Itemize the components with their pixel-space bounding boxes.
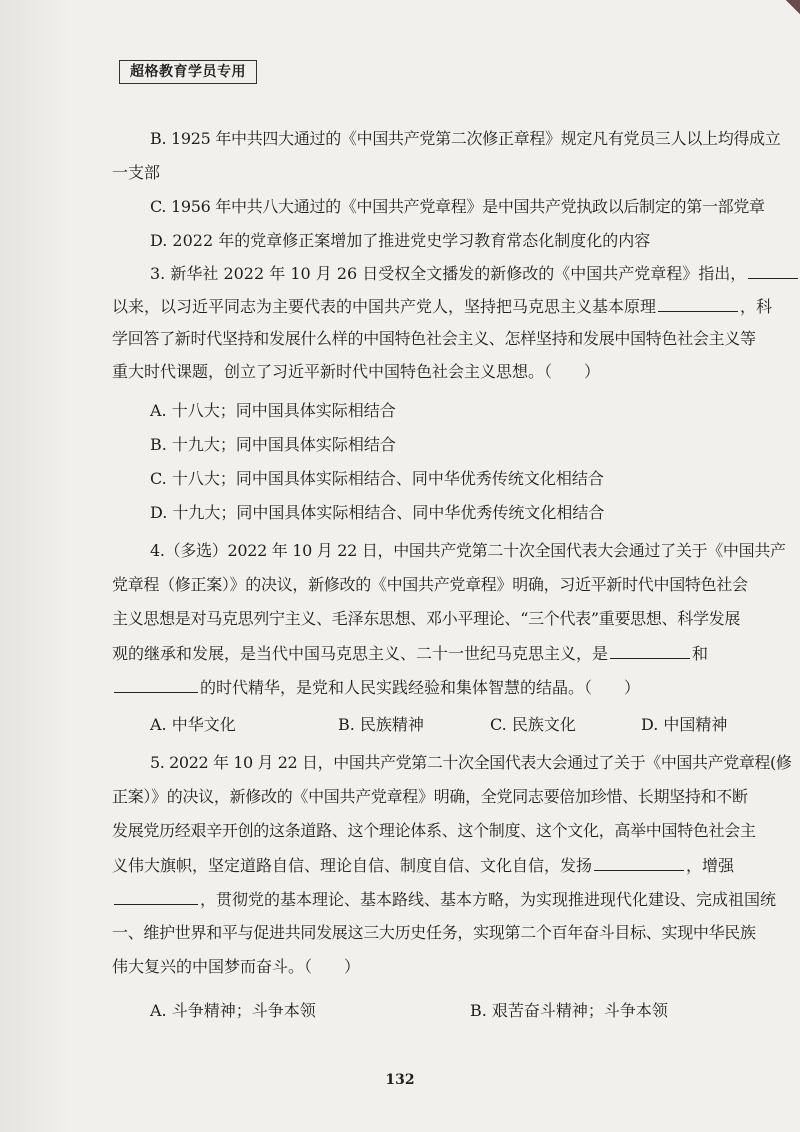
q3-option-a: A. 十八大；同中国具体实际相结合 <box>150 401 396 420</box>
q3-blank-1 <box>748 262 798 279</box>
q5-line4-text: 义伟大旗帜，坚定道路自信、理论自信、制度自信、文化自信，发扬 <box>112 856 593 875</box>
q4-line4-text: 观的继承和发展，是当代中国马克思主义、二十一世纪马克思主义，是 <box>112 644 609 663</box>
q4-blank-2 <box>114 676 198 693</box>
q5-line4-tail: ，增强 <box>686 856 735 875</box>
q3-option-d: D. 十九大；同中国具体实际相结合、同中华优秀传统文化相结合 <box>150 503 605 522</box>
q4-line5-text: 的时代精华，是党和人民实践经验和集体智慧的结晶。（ ） <box>200 678 641 697</box>
q5-option-b: B. 艰苦奋斗精神；斗争本领 <box>470 1001 668 1020</box>
q4-line4-tail: 和 <box>692 644 709 663</box>
q3-option-c: C. 十八大；同中国具体实际相结合、同中华优秀传统文化相结合 <box>150 469 604 488</box>
q3-line2 <box>112 295 772 318</box>
q4-line5 <box>112 676 640 699</box>
q4-option-d: D. 中国精神 <box>641 715 728 734</box>
page-number: 132 <box>385 1072 415 1088</box>
q3-line1 <box>150 262 800 285</box>
q2-option-b-line1: B. 1925 年中共四大通过的《中国共产党第二次修正章程》规定凡有党员三人以上均得成立 <box>150 129 781 148</box>
q5-line2: 正案）》的决议，新修改的《中国共产党章程》明确，全党同志要倍加珍惜、长期坚持和不断 <box>112 787 748 806</box>
q2-option-b-line2: 一支部 <box>112 163 161 182</box>
q3-line4: 重大时代课题，创立了习近平新时代中国特色社会主义思想。（ ） <box>112 362 601 381</box>
page-shadow <box>0 0 70 1132</box>
q2-option-c: C. 1956 年中共八大通过的《中国共产党章程》是中国共产党执政以后制定的第一部党章 <box>150 197 765 216</box>
q5-line4 <box>112 854 734 877</box>
header-stamp: 超格教育学员专用 <box>119 60 257 84</box>
q5-line7: 伟大复兴的中国梦而奋斗。（ ） <box>112 957 361 976</box>
q5-line5 <box>112 888 776 911</box>
q5-option-a: A. 斗争精神；斗争本领 <box>150 1001 316 1020</box>
q3-line2-text: 以来，以习近平同志为主要代表的中国共产党人，坚持把马克思主义基本原理 <box>112 297 657 316</box>
q4-line4 <box>112 642 708 665</box>
q4-line2: 党章程（修正案）》的决议，新修改的《中国共产党章程》明确，习近平新时代中国特色社会 <box>112 575 748 594</box>
q5-line1: 5. 2022 年 10 月 22 日，中国共产党第二十次全国代表大会通过了关于《中国共产党章程(修 <box>150 753 792 772</box>
q4-option-c: C. 民族文化 <box>490 715 576 734</box>
q3-line2-tail: ，科 <box>740 297 773 316</box>
q4-line1: 4.（多选）2022 年 10 月 22 日，中国共产党第二十次全国代表大会通过了关于《中国共产 <box>150 541 786 560</box>
q2-option-d: D. 2022 年的党章修正案增加了推进党史学习教育常态化制度化的内容 <box>150 231 651 250</box>
q3-blank-2 <box>658 295 738 312</box>
q5-blank-1 <box>594 854 684 871</box>
q4-line3: 主义思想是对马克思列宁主义、毛泽东思想、邓小平理论、“三个代表”重要思想、科学发展 <box>112 609 741 628</box>
q3-option-b: B. 十九大；同中国具体实际相结合 <box>150 435 396 454</box>
q4-option-a: A. 中华文化 <box>150 715 236 734</box>
q5-line5-text: ，贯彻党的基本理论、基本路线、基本方略，为实现推进现代化建设、完成祖国统 <box>200 890 777 909</box>
q3-line1-text: 3. 新华社 2022 年 10 月 26 日受权全文播发的新修改的《中国共产党章程》指出， <box>150 264 747 283</box>
q5-blank-2 <box>114 888 198 905</box>
corner-mark <box>782 0 800 18</box>
q5-line6: 一、维护世界和平与促进共同发展这三大历史任务，实现第二个百年奋斗目标、实现中华民族 <box>112 923 756 942</box>
q3-line3: 学回答了新时代坚持和发展什么样的中国特色社会主义、怎样坚持和发展中国特色社会主义等 <box>112 329 756 348</box>
q4-blank-1 <box>610 642 690 659</box>
q4-option-b: B. 民族精神 <box>338 715 424 734</box>
q5-line3: 发展党历经艰辛开创的这条道路、这个理论体系、这个制度、这个文化，高举中国特色社会主 <box>112 821 756 840</box>
